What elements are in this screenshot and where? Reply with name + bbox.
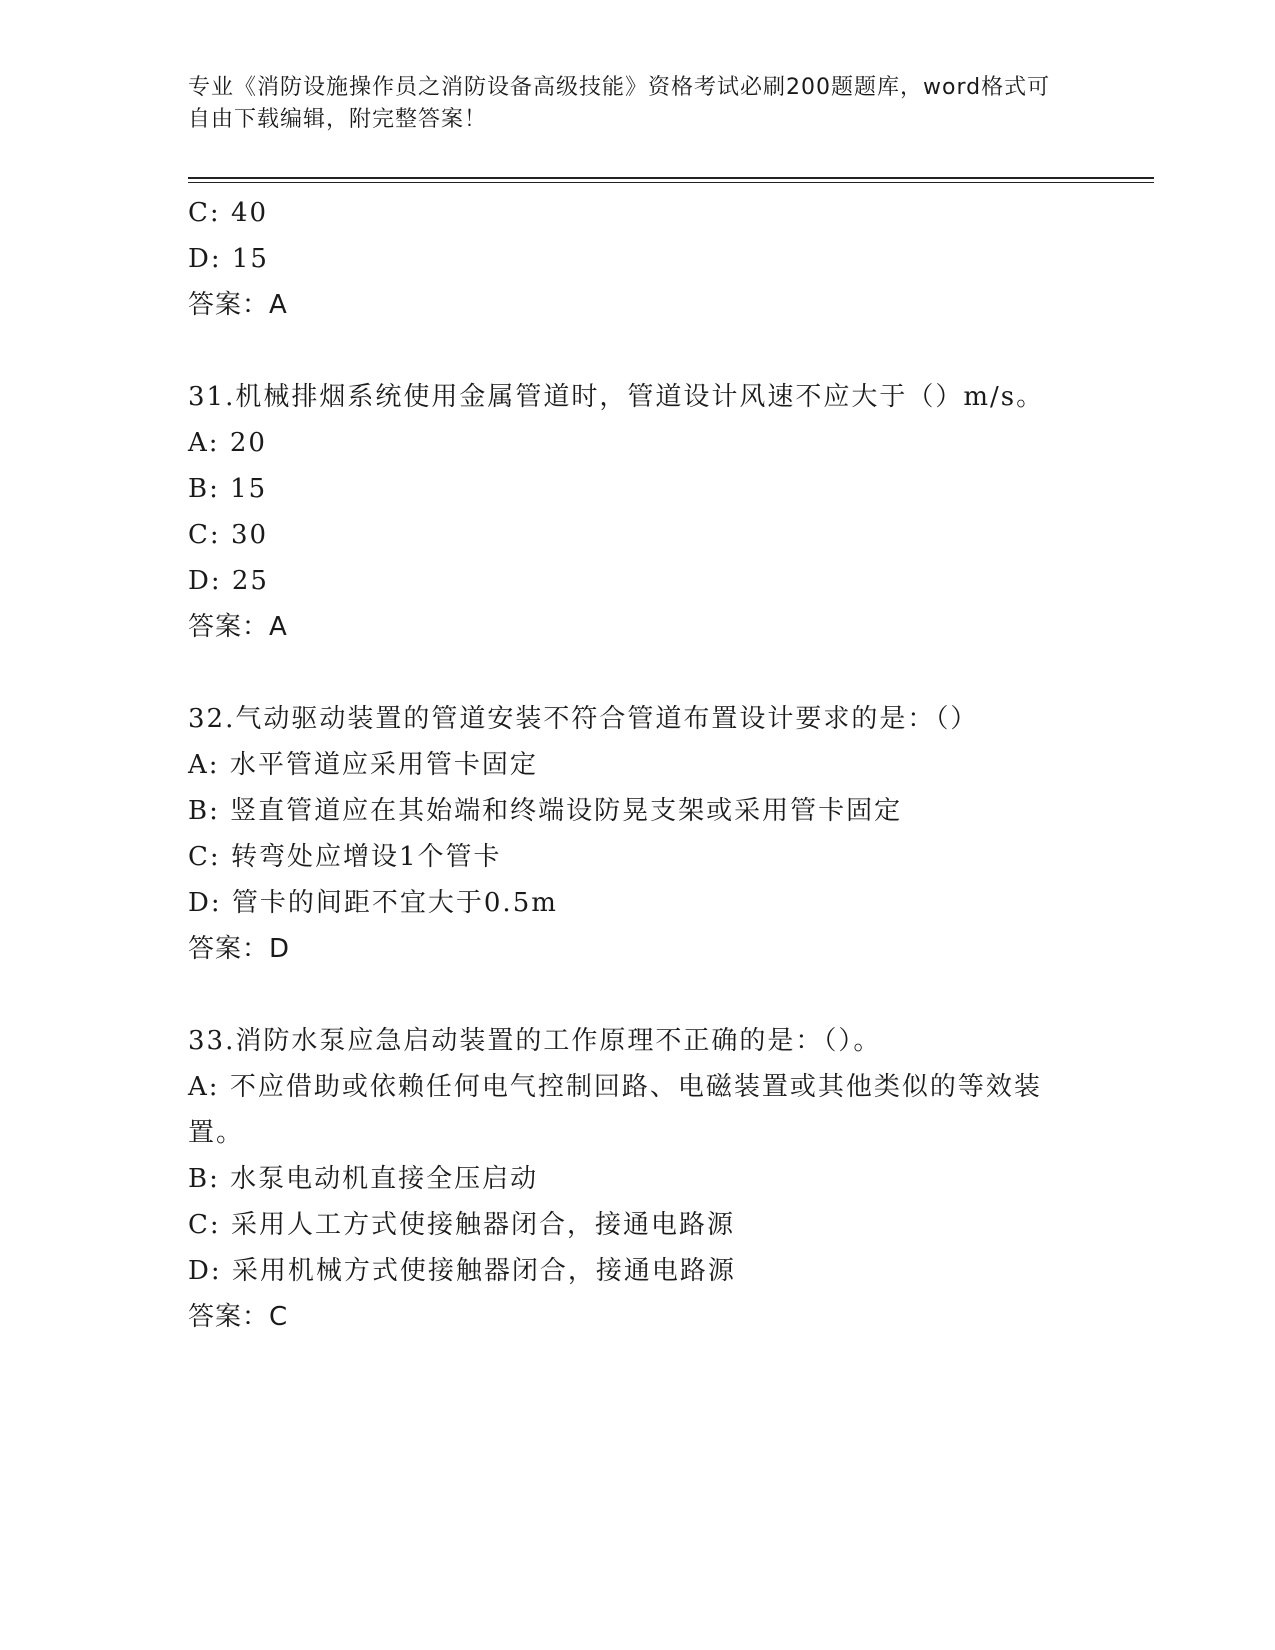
header-rule-thin	[188, 182, 1154, 183]
answer-line: 答案：A	[188, 612, 288, 642]
header-rule-thick	[188, 177, 1154, 179]
option-b: B: 15	[188, 474, 268, 504]
option-a: A: 水平管道应采用管卡固定	[188, 750, 538, 780]
option-d: D: 采用机械方式使接触器闭合，接通电路源	[188, 1256, 736, 1286]
option-c: C: 采用人工方式使接触器闭合，接通电路源	[188, 1210, 735, 1240]
header-title: 专业《消防设施操作员之消防设备高级技能》资格考试必刷200题题库，word格式可自由下载编辑，附完整答案！	[188, 75, 1051, 132]
option-d: D: 管卡的间距不宜大于0.5m	[188, 888, 558, 918]
option-c: C: 转弯处应增设1个管卡	[188, 842, 502, 872]
question-stem: 31.机械排烟系统使用金属管道时，管道设计风速不应大于（）m/s。	[188, 382, 1045, 412]
option-d: D: 25	[188, 566, 269, 596]
question-stem: 32.气动驱动装置的管道安装不符合管道布置设计要求的是：（）	[188, 704, 979, 734]
option-c: C: 40	[188, 198, 269, 228]
option-a: A: 不应借助或依赖任何电气控制回路、电磁装置或其他类似的等效装置。	[188, 1072, 1042, 1148]
option-b: B: 竖直管道应在其始端和终端设防晃支架或采用管卡固定	[188, 796, 903, 826]
option-d: D: 15	[188, 244, 269, 274]
answer-line: 答案：A	[188, 290, 288, 320]
question-31	[188, 374, 1088, 650]
question-33	[188, 1018, 1088, 1340]
answer-line: 答案：D	[188, 934, 291, 964]
question-stem: 33.消防水泵应急启动装置的工作原理不正确的是：（）。	[188, 1026, 882, 1056]
prev-question-block	[188, 190, 1088, 328]
option-a: A: 20	[188, 428, 267, 458]
option-b: B: 水泵电动机直接全压启动	[188, 1164, 539, 1194]
page-header	[188, 72, 1068, 136]
question-32	[188, 696, 1088, 972]
option-c: C: 30	[188, 520, 269, 550]
question-list	[188, 190, 1088, 1340]
answer-line: 答案：C	[188, 1302, 289, 1332]
